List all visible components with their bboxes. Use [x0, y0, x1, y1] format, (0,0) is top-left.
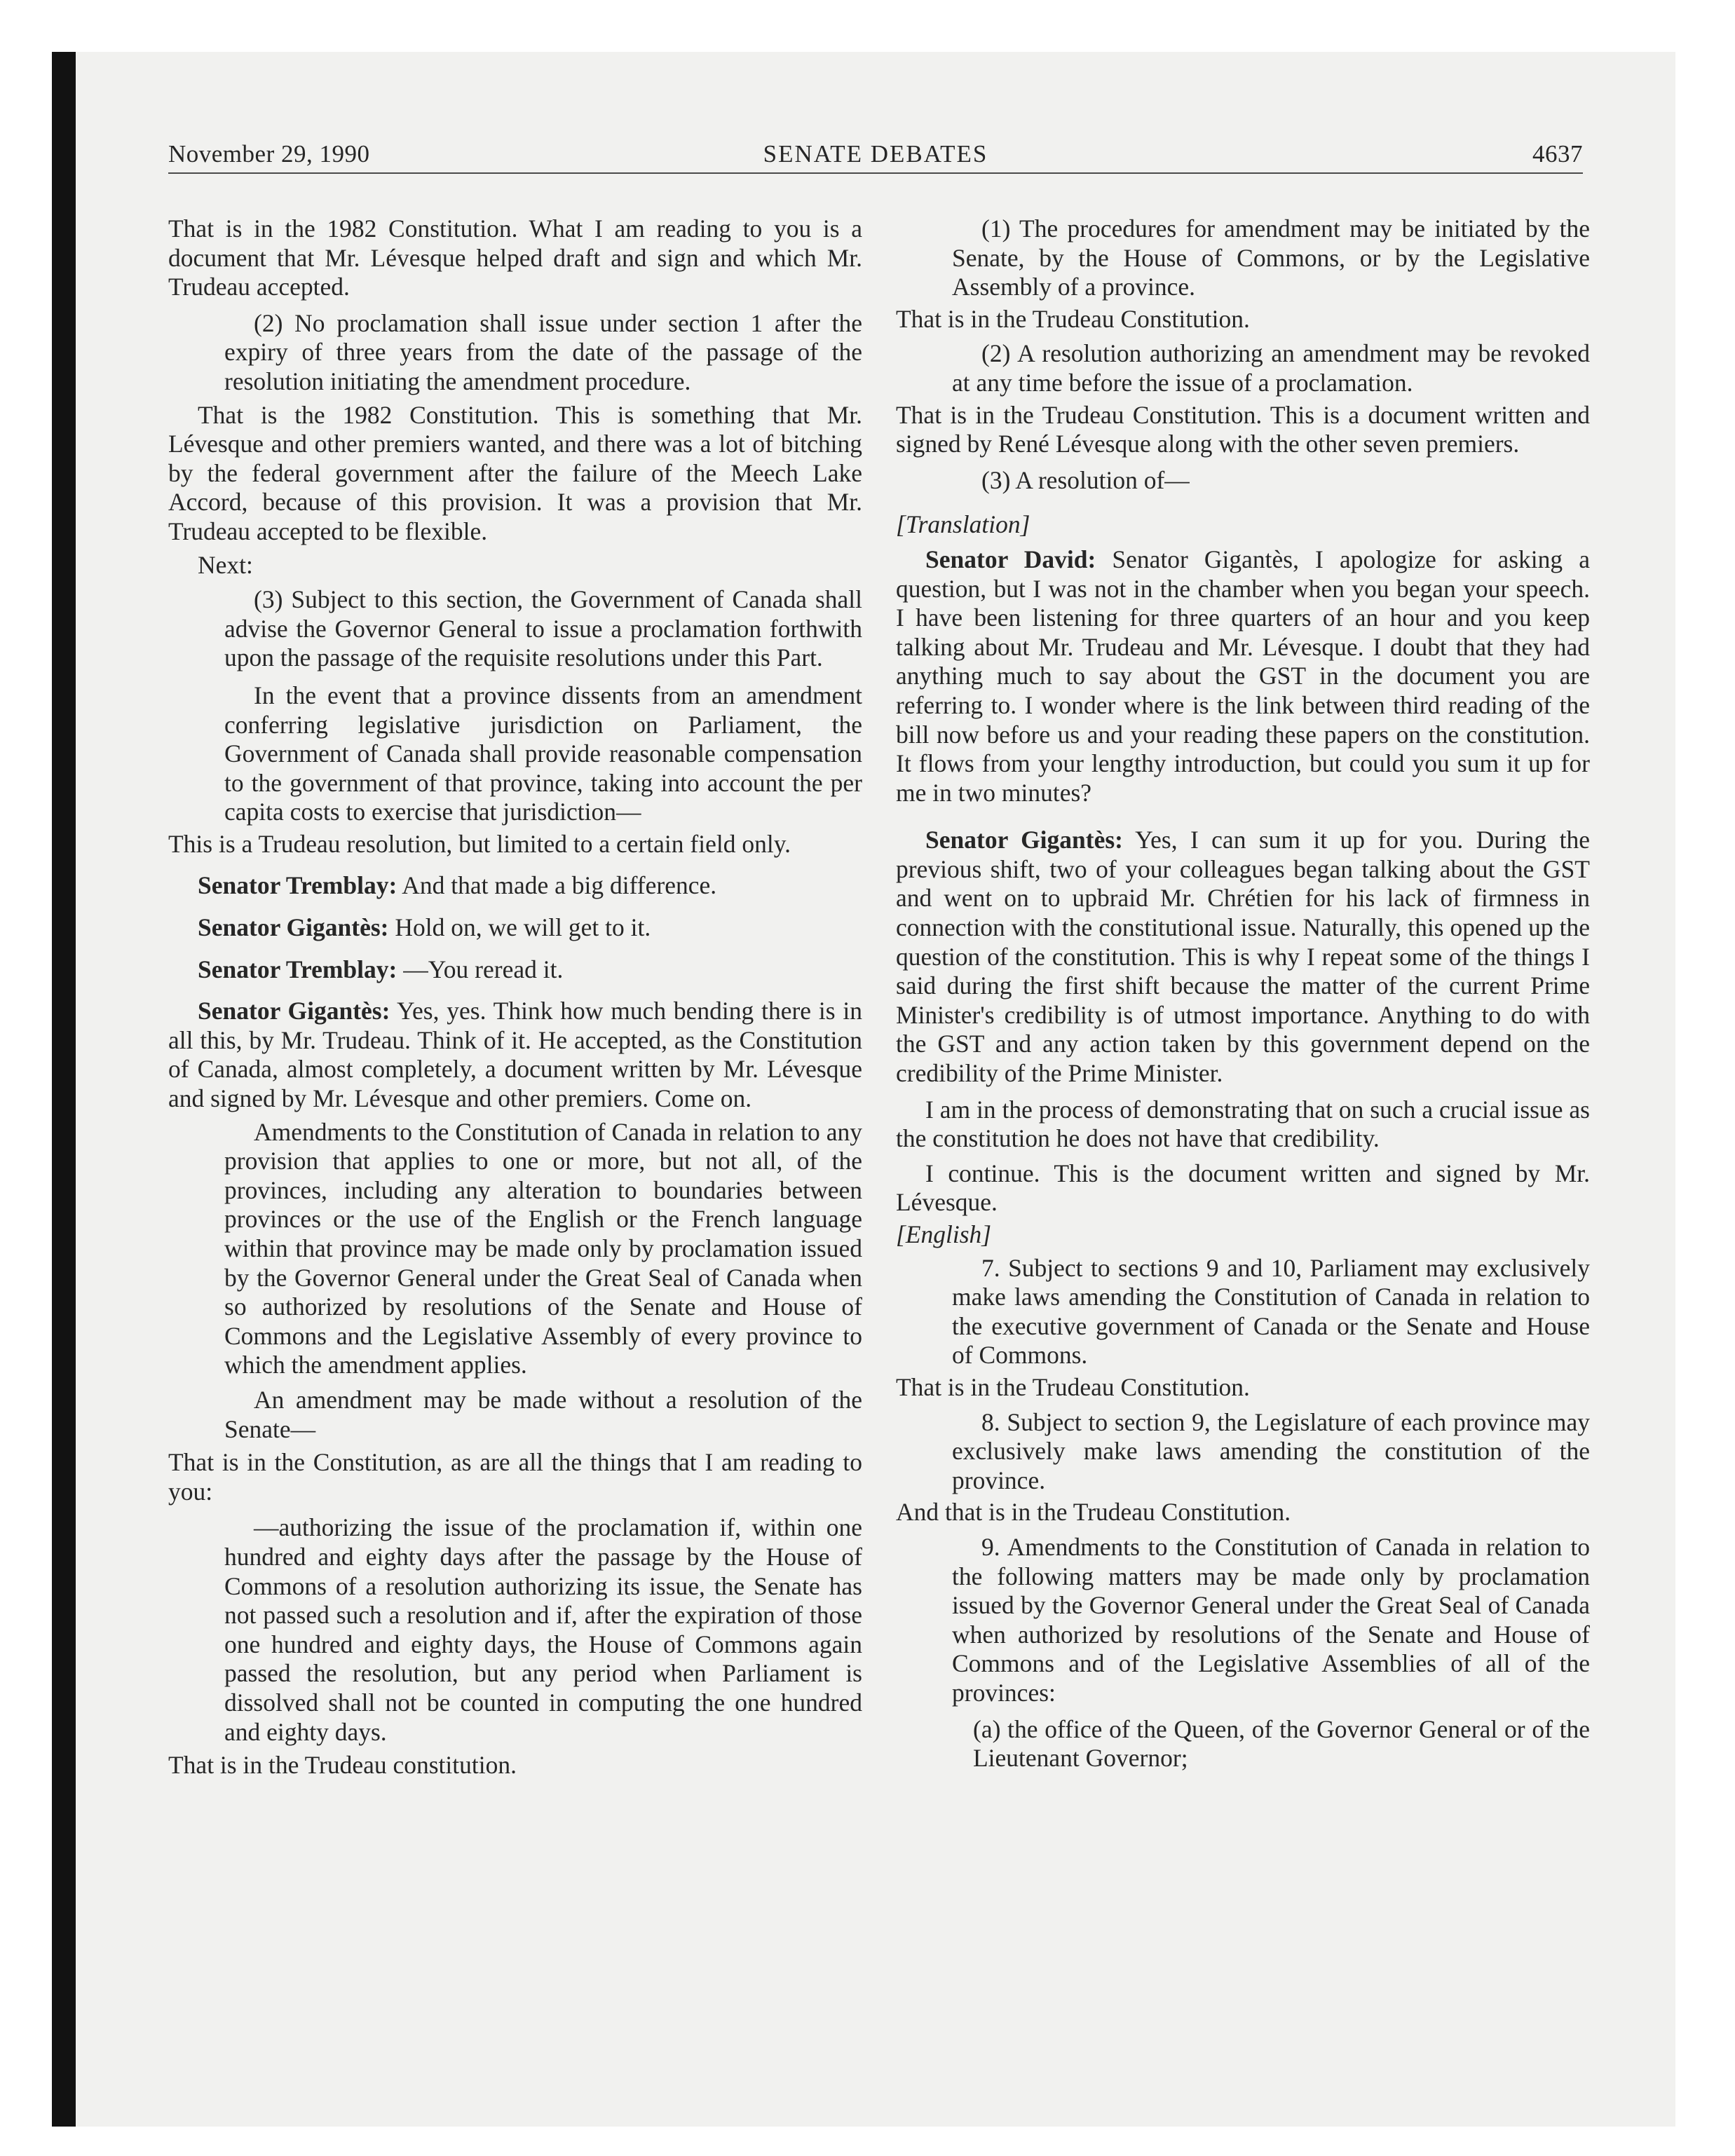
speech-text: —You reread it.	[397, 955, 564, 983]
quoted-provision: (3) Subject to this section, the Government of Canada shall advise the Governor General to issue a proclamation forthwith upon the passage of the requisite resolutions under this Part.	[224, 585, 862, 672]
paragraph: I am in the process of demonstrating that on such a crucial issue as the constitution he does not have that credibility.	[896, 1095, 1590, 1153]
speech-text: Yes, I can sum it up for you. During the previous shift, two of your colleagues began talking about the GST and went on to upbraid Mr. Chrétien for his lack of firmness in connection with the constitutional issue. Naturally, this opened up the question of the constitution. This is why I repeat some of the things I said during the first shift because the matter of the current Prime Minister's credibility is of utmost importance. Anything to do with the GST and any action taken by this government depend on the credibility of the Prime Minister.	[896, 826, 1590, 1088]
quoted-provision: In the event that a province dissents from an amendment conferring legislative jurisdiction on Parliament, the Government of Canada shall provide reasonable compensation to the government of that province, taking into account the per capita costs to exercise that jurisdiction—	[224, 681, 862, 826]
quoted-provision: (3) A resolution of—	[981, 465, 1190, 494]
paragraph: That is in the Trudeau Constitution.	[896, 304, 1250, 333]
paragraph: That is in the 1982 Constitution. What I am reading to you is a document that Mr. Lévesque helped draft and sign and which Mr. Trudeau accepted.	[168, 214, 862, 301]
quoted-provision: 9. Amendments to the Constitution of Canada in relation to the following matters may be made only by proclamation issued by the Governor General under the Great Seal of Canada when authorized by resolutions of the Senate and House of Commons and of the Legislative Assemblies of all of the provinces:	[952, 1532, 1590, 1707]
paragraph: Next:	[198, 550, 253, 579]
page-header	[168, 133, 1583, 174]
quoted-provision: An amendment may be made without a resolution of the Senate—	[224, 1385, 862, 1443]
language-label: [English]	[896, 1220, 992, 1248]
right-column	[896, 214, 1590, 1773]
quoted-provision: 7. Subject to sections 9 and 10, Parliament may exclusively make laws amending the Constitution of Canada in relation to the executive government of Canada or the Senate and House of Commons.	[952, 1253, 1590, 1370]
speech	[168, 955, 862, 985]
paragraph: I continue. This is the document written and signed by Mr. Lévesque.	[896, 1159, 1590, 1217]
quoted-provision: (1) The procedures for amendment may be initiated by the Senate, by the House of Commons, or by the Legislative Assembly of a province.	[952, 214, 1590, 301]
header-title: SENATE DEBATES	[763, 140, 988, 168]
paragraph: That is in the Trudeau constitution.	[168, 1751, 517, 1780]
paragraph: That is in the Trudeau Constitution. This is a document written and signed by René Lévesque along with the other seven premiers.	[896, 400, 1590, 458]
scan-edge	[52, 52, 76, 2127]
translation-label: [Translation]	[896, 510, 1030, 539]
left-column	[168, 214, 862, 1780]
quoted-provision: 8. Subject to section 9, the Legislature of each province may exclusively make laws amending the constitution of the province.	[952, 1407, 1590, 1494]
speaker-name: Senator Tremblay:	[198, 955, 397, 983]
speech-text: Hold on, we will get to it.	[388, 913, 651, 942]
speech-text: Senator Gigantès, I apologize for asking a question, but I was not in the chamber when you began your speech. I have been listening for three quarters of an hour and you keep talking about Mr. Trudeau and Mr. Lévesque. I doubt that they had anything much to say about the GST in the document you are referring to. I wonder where is the link between third reading of the bill now before us and your reading these papers on the constitution. It flows from your lengthy introduction, but could you sum it up for me in two minutes?	[896, 545, 1590, 807]
quoted-provision: (2) No proclamation shall issue under section 1 after the expiry of three years from the date of the passage of the resolution initiating the amendment procedure.	[224, 308, 862, 395]
speech	[896, 826, 1590, 1088]
speech	[168, 913, 862, 943]
quoted-provision: —authorizing the issue of the proclamation if, within one hundred and eighty days after the passage by the House of Commons of a resolution authorizing its issue, the Senate has not passed such a resolution and if, after the expiration of those one hundred and eighty days, the House of Commons again passed the resolution, but any period when Parliament is dissolved shall not be counted in computing the one hundred and eighty days.	[224, 1513, 862, 1746]
quoted-provision: (2) A resolution authorizing an amendment may be revoked at any time before the issue of a proclamation.	[952, 339, 1590, 397]
speech-text: Yes, yes. Think how much bending there is in all this, by Mr. Trudeau. Think of it. He accepted, as the Constitution of Canada, almost completely, a document written by Mr. Lévesque and signed by Mr. Lévesque and other premiers. Come on.	[168, 997, 862, 1113]
speech	[896, 545, 1590, 807]
page-number: 4637	[1532, 140, 1583, 168]
speaker-name: Senator Gigantès:	[198, 913, 389, 942]
paragraph: That is in the Trudeau Constitution.	[896, 1372, 1250, 1401]
quoted-subclause: (a) the office of the Queen, of the Governor General or of the Lieutenant Governor;	[973, 1714, 1590, 1773]
speech	[168, 997, 862, 1113]
paragraph: And that is in the Trudeau Constitution.	[896, 1498, 1291, 1527]
speech	[168, 871, 862, 901]
speech-text: And that made a big difference.	[397, 871, 717, 900]
paragraph: That is the 1982 Constitution. This is something that Mr. Lévesque and other premiers wanted, and there was a lot of bitching by the federal government after the failure of the Meech Lake Accord, because of this provision. It was a provision that Mr. Trudeau accepted to be flexible.	[168, 400, 862, 545]
paragraph: That is in the Constitution, as are all the things that I am reading to you:	[168, 1448, 862, 1506]
speaker-name: Senator Tremblay:	[198, 871, 397, 900]
speaker-name: Senator David:	[925, 545, 1096, 573]
header-date: November 29, 1990	[168, 140, 370, 168]
quoted-provision: Amendments to the Constitution of Canada in relation to any provision that applies to one or more, but not all, of the provinces, including any alteration to boundaries between provinces or the use of the English or the French language within that province may be made only by proclamation issued by the Governor General under the Great Seal of Canada when so authorized by resolutions of the Senate and House of Commons and the Legislative Assembly of every province to which the amendment applies.	[224, 1117, 862, 1379]
speaker-name: Senator Gigantès:	[925, 826, 1123, 854]
speaker-name: Senator Gigantès:	[198, 997, 390, 1025]
paragraph: This is a Trudeau resolution, but limited to a certain field only.	[168, 829, 791, 858]
